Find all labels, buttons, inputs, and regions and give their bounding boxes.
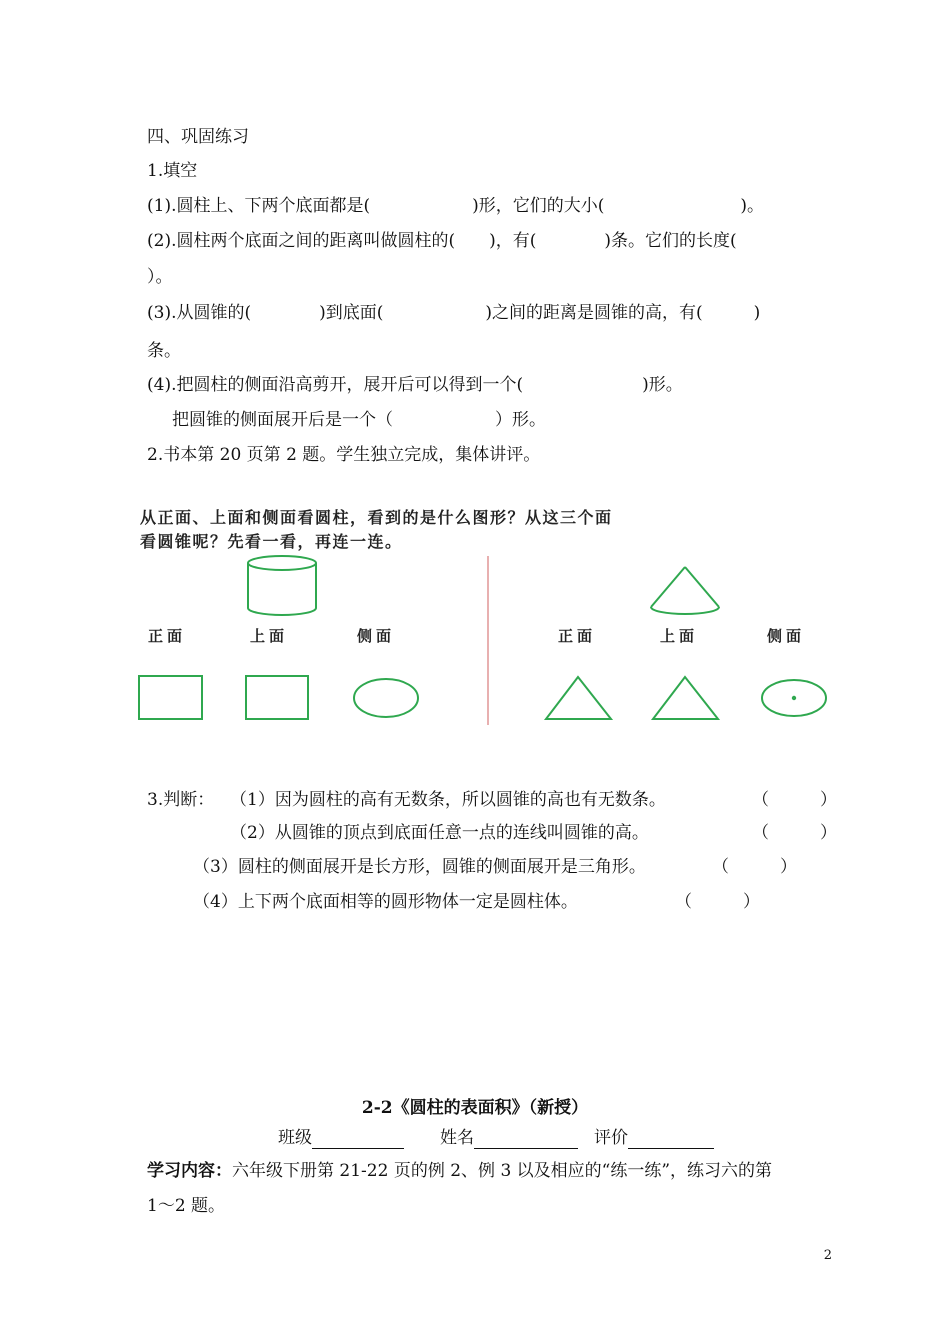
class-label: 班级: [278, 1128, 312, 1148]
label-top-left: 上面: [250, 627, 289, 645]
lesson-title: 2-2《圆柱的表面积》（新授）: [361, 1098, 589, 1118]
learning-content-cont: 1～2 题。: [147, 1196, 226, 1216]
section-heading: 四、巩固练习: [147, 127, 249, 147]
cylinder-shape: [248, 556, 316, 615]
name-label: 姓名: [440, 1128, 474, 1148]
label-top-right: 上面: [660, 627, 699, 645]
triangle-shape-1: [546, 677, 611, 719]
page-number: 2: [823, 1248, 832, 1263]
class-field: [278, 1127, 404, 1149]
q3-item-4: （4）上下两个底面相等的圆形物体一定是圆柱体。: [193, 892, 578, 912]
textbook-figure: [130, 500, 850, 730]
label-side-right: 侧面: [767, 627, 806, 645]
label-side-left: 侧面: [357, 627, 396, 645]
label-front-left: 正面: [148, 627, 187, 645]
q1-item-3: (3).从圆锥的( )到底面( )之间的距离是圆锥的高，有( ): [147, 303, 761, 323]
square-shape-2: [246, 676, 308, 719]
center-dot: [792, 696, 796, 700]
cone-shape: [651, 567, 719, 614]
q1-item-1: (1).圆柱上、下两个底面都是( )形，它们的大小( )。: [147, 196, 765, 216]
learning-content-text: 六年级下册第 21-22 页的例 2、例 3 以及相应的“练一练”，练习六的第: [232, 1161, 773, 1181]
name-field: [440, 1127, 578, 1149]
q3-answer-1[interactable]: （ ）: [752, 790, 837, 810]
square-shape-1: [139, 676, 202, 719]
evaluation-label: 评价: [594, 1128, 628, 1148]
q1-item-2-cont: ）。: [147, 267, 173, 287]
circle-shape: [354, 679, 418, 717]
q1-heading: 1.填空: [147, 161, 198, 181]
q3-item-3: （3）圆柱的侧面展开是长方形，圆锥的侧面展开是三角形。: [193, 857, 646, 877]
q2-text: 2.书本第 20 页第 2 题。学生独立完成，集体讲评。: [147, 445, 541, 465]
learning-content-label: 学习内容：: [147, 1161, 232, 1181]
evaluation-blank[interactable]: [628, 1130, 714, 1149]
class-blank[interactable]: [312, 1130, 404, 1149]
q3-item-2: （2）从圆锥的顶点到底面任意一点的连线叫圆锥的高。: [230, 823, 649, 843]
evaluation-field: [594, 1127, 714, 1149]
q1-item-3-cont: 条。: [147, 341, 181, 361]
q1-item-4-cont: 把圆锥的侧面展开后是一个（ ）形。: [172, 410, 546, 430]
q3-label: 3.判断：: [147, 790, 215, 810]
q3-answer-2[interactable]: （ ）: [752, 823, 837, 843]
figure-instruction-1: 从正面、上面和侧面看圆柱，看到的是什么图形？从这三个面: [140, 508, 613, 527]
triangle-shape-2: [653, 677, 718, 719]
learning-content: [147, 1160, 772, 1182]
name-blank[interactable]: [474, 1130, 578, 1149]
q1-item-2: (2).圆柱两个底面之间的距离叫做圆柱的( )，有( )条。它们的长度(: [147, 231, 737, 251]
label-front-right: 正面: [558, 627, 597, 645]
q1-item-4: (4).把圆柱的侧面沿高剪开，展开后可以得到一个( )形。: [147, 375, 683, 395]
q3-answer-4[interactable]: （ ）: [675, 892, 760, 912]
q3-item-1: （1）因为圆柱的高有无数条，所以圆锥的高也有无数条。: [230, 790, 666, 810]
q3-answer-3[interactable]: （ ）: [712, 857, 797, 877]
figure-instruction-2: 看圆锥呢？先看一看，再连一连。: [140, 532, 403, 551]
